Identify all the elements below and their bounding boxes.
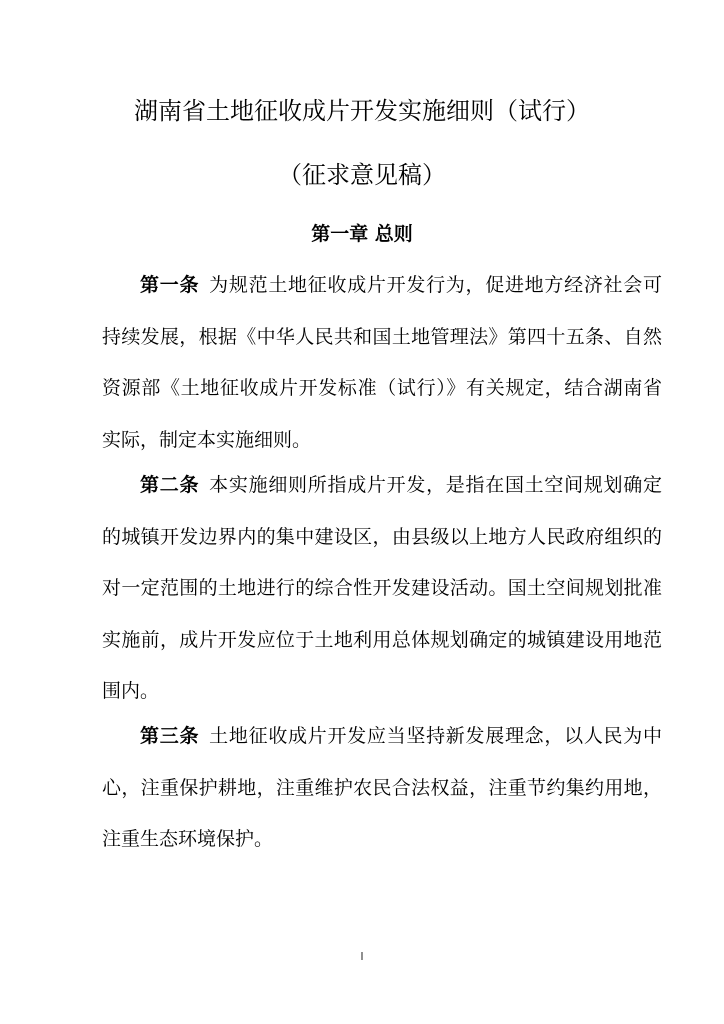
- article-1-text: 为规范土地征收成片开发行为，促进地方经济社会可持续发展，根据《中华人民共和国土地管理法》第四十五条、自然资源部《土地征收成片开发标准（试行）》有关规定，结合湖南省实际，制定本实施细则。: [102, 274, 662, 451]
- article-3-number: 第三条: [140, 725, 200, 747]
- page-number: I: [360, 950, 364, 963]
- article-2-number: 第二条: [140, 474, 200, 496]
- article-2: [102, 460, 662, 718]
- article-2-text: 本实施细则所指成片开发，是指在国土空间规划确定的城镇开发边界内的集中建设区，由县级以上地方人民政府组织的对一定范围的土地进行的综合性开发建设活动。国土空间规划批准实施前，成片开发应位于土地利用总体规划确定的城镇建设用地范围内。: [102, 474, 662, 702]
- article-1-number: 第一条: [140, 274, 200, 296]
- article-3: [102, 711, 662, 866]
- document-title: 湖南省土地征收成片开发实施细则（试行）: [134, 97, 590, 125]
- article-3-text: 土地征收成片开发应当坚持新发展理念，以人民为中心，注重保护耕地，注重维护农民合法权益，注重节约集约用地，注重生态环境保护。: [102, 725, 662, 850]
- article-1: [102, 260, 662, 466]
- document-subtitle: （征求意见稿）: [278, 161, 446, 189]
- chapter-heading: 第一章 总则: [311, 223, 413, 245]
